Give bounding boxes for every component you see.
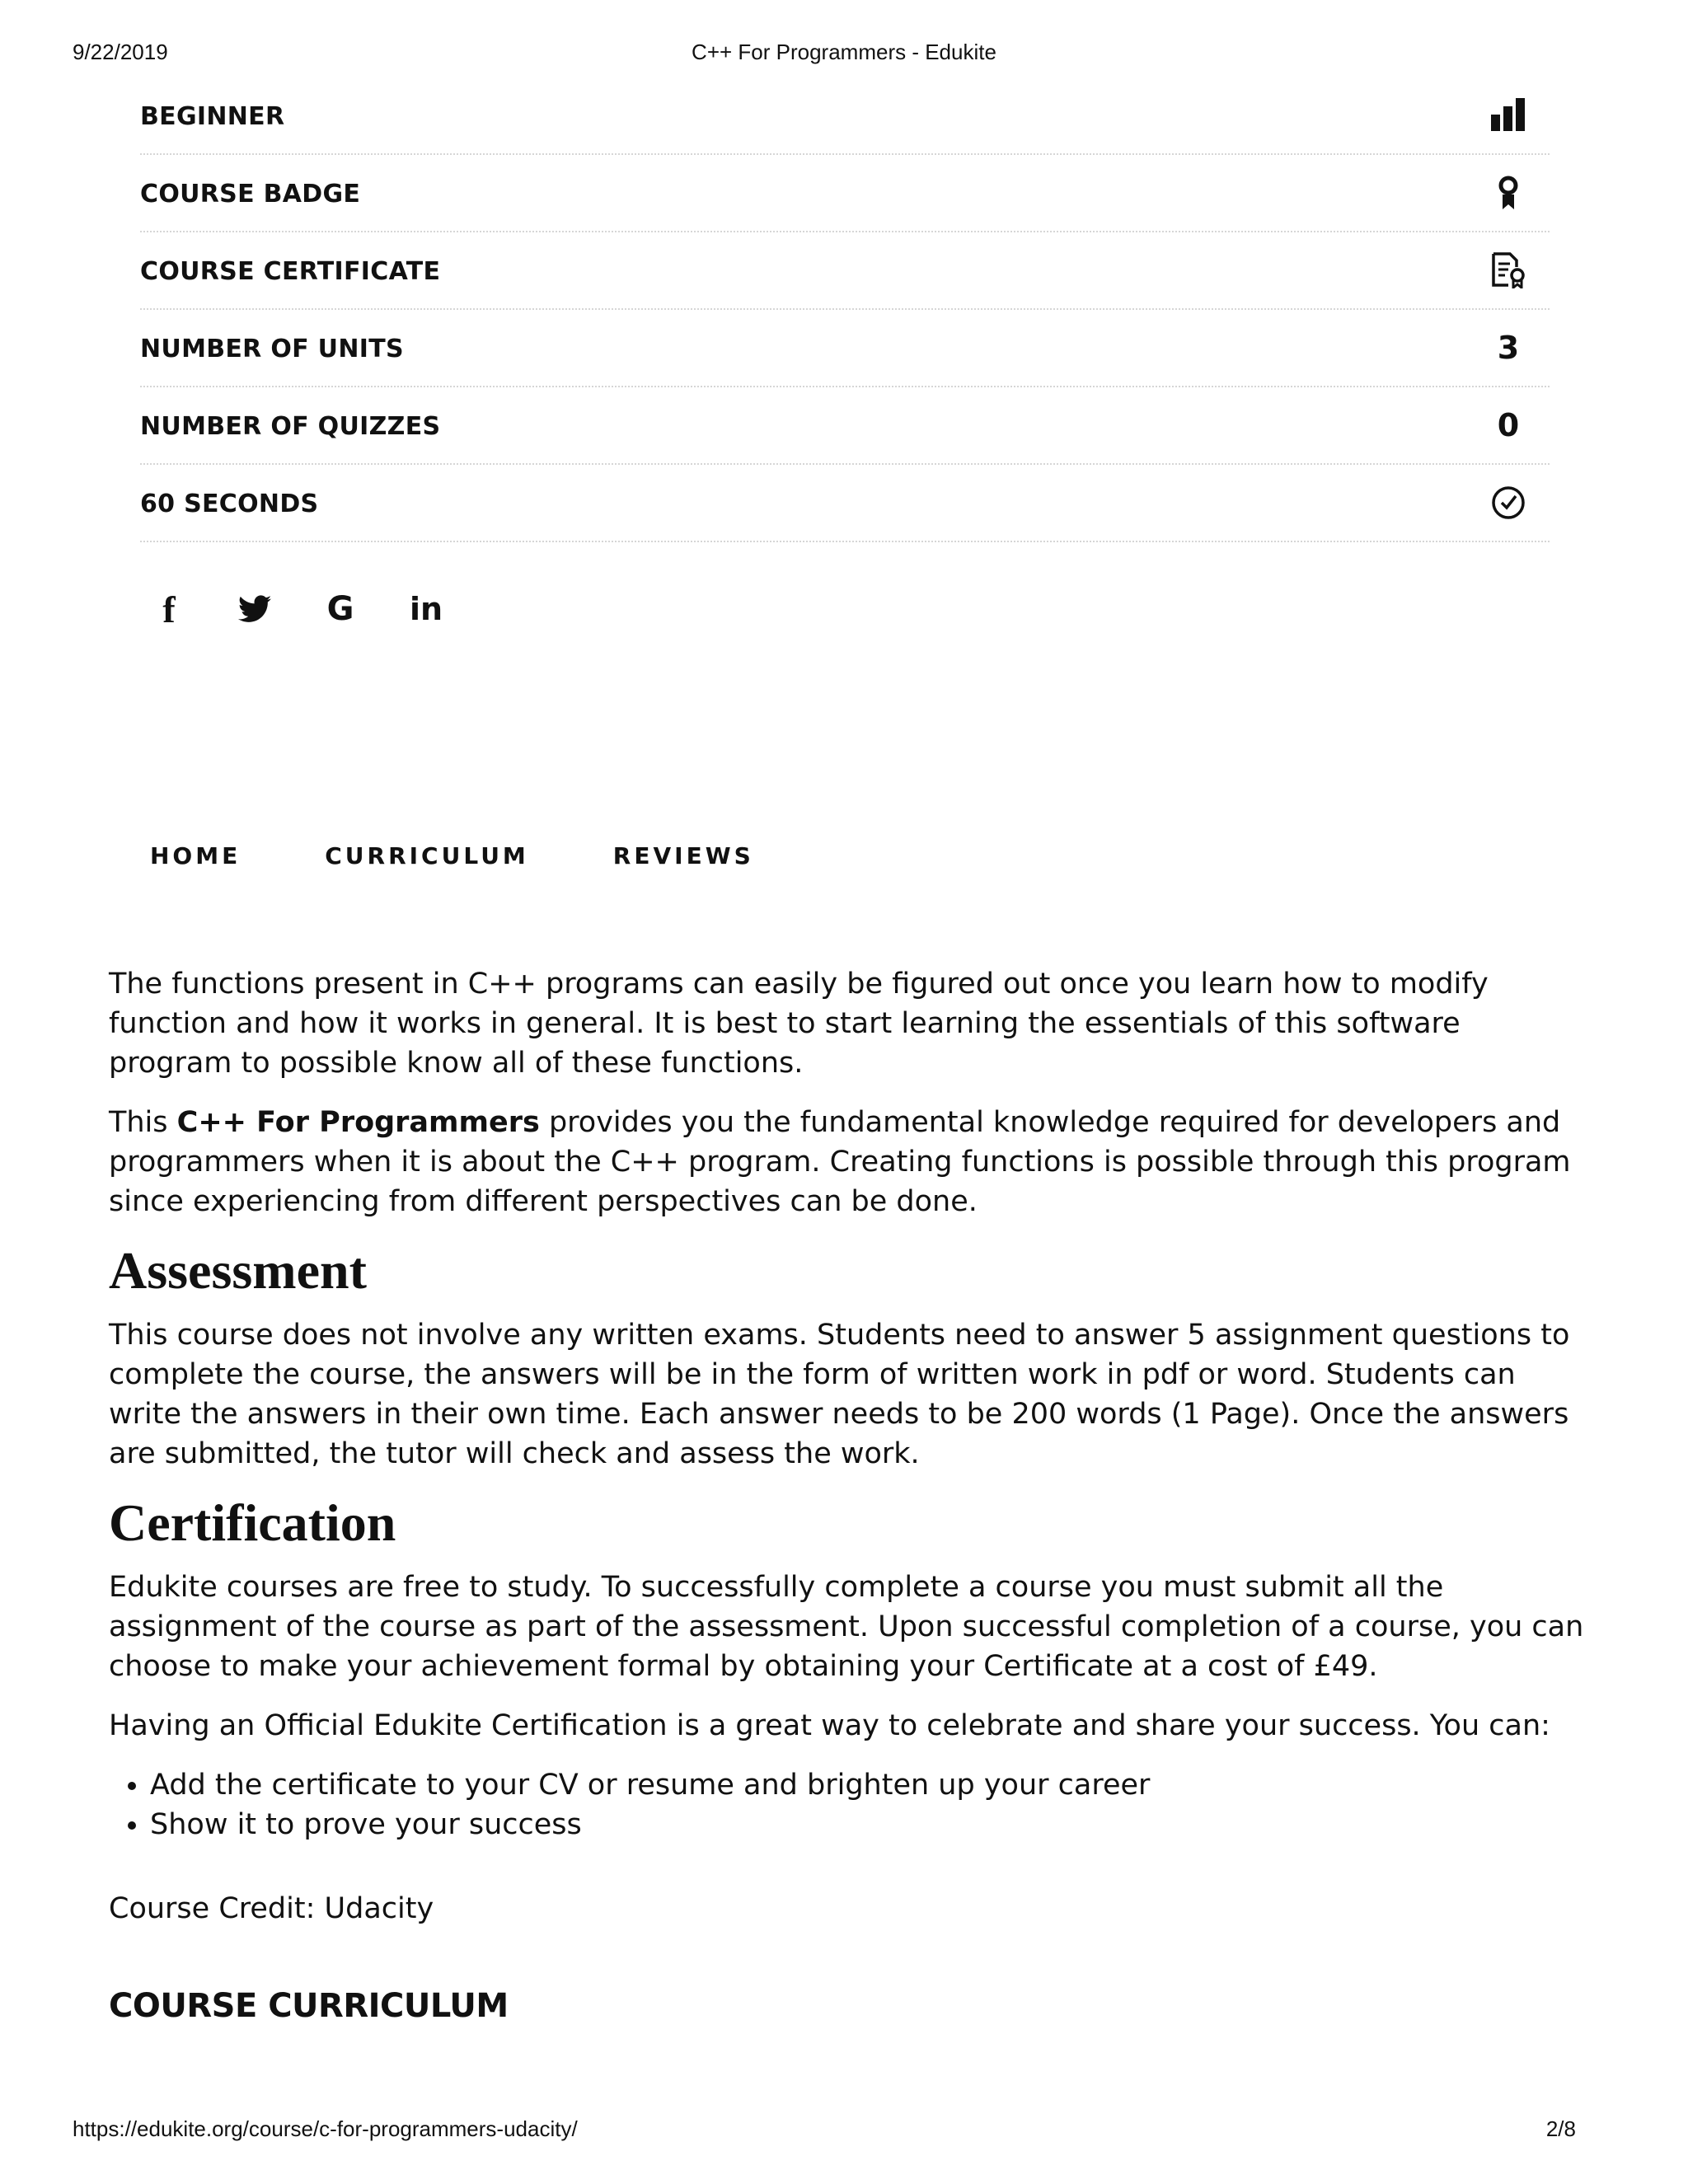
curriculum-heading: COURSE CURRICULUM: [109, 1987, 509, 2025]
detail-row-badge: [140, 155, 1550, 232]
pdf-print-header: [73, 40, 1615, 73]
tab-reviews[interactable]: REVIEWS: [612, 842, 754, 869]
twitter-icon[interactable]: [234, 587, 275, 631]
course-description: [109, 964, 1584, 2026]
detail-label: NUMBER OF UNITS: [140, 335, 404, 363]
tab-home[interactable]: HOME: [150, 842, 241, 869]
level-bars-icon: [1484, 91, 1533, 140]
certificate-icon: [1484, 246, 1533, 295]
detail-label: 60 SECONDS: [140, 490, 319, 518]
overview-paragraph: This C++ For Programmers provides you the fundamental knowledge required for developers and programmers when it is about the C++ program. Creating functions is possible through this program since experiencing from different perspectives can be done.: [109, 1106, 1571, 1218]
course-tabs: [150, 842, 838, 869]
list-item: • Add the certificate to your CV or resume and brighten up your career: [150, 1765, 1584, 1805]
print-page-title: C++ For Programmers - Edukite: [692, 40, 996, 64]
clock-check-icon: [1484, 478, 1533, 527]
detail-row-certificate: [140, 232, 1550, 310]
detail-row-units: [140, 310, 1550, 387]
facebook-icon[interactable]: f: [162, 588, 176, 630]
detail-label: COURSE CERTIFICATE: [140, 257, 441, 286]
detail-row-duration: [140, 465, 1550, 542]
detail-label: COURSE BADGE: [140, 180, 361, 209]
list-item: • Show it to prove your success: [150, 1805, 1584, 1844]
certification-heading: Certification: [109, 1493, 396, 1552]
course-details-list: [140, 77, 1550, 542]
print-page-number: 2/8: [1545, 2116, 1576, 2141]
intro-paragraph: The functions present in C++ programs can easily be figured out once you learn how to modify function and how it works in general. It is best to start learning the essentials of this software program to possible know all of these functions.: [109, 968, 1489, 1080]
course-credit: Course Credit: Udacity: [109, 1892, 434, 1925]
detail-row-quizzes: [140, 387, 1550, 465]
detail-row-level: [140, 77, 1550, 155]
badge-icon: [1484, 168, 1533, 218]
assessment-heading: Assessment: [109, 1241, 367, 1300]
certification-paragraph-2: Having an Official Edukite Certification is a great way to celebrate and share your success. You can:: [109, 1709, 1550, 1742]
google-icon[interactable]: G: [326, 590, 354, 628]
benefits-list: [109, 1765, 1584, 1844]
social-share-bar: [148, 587, 447, 631]
detail-label: BEGINNER: [140, 102, 285, 131]
units-count: 3: [1497, 330, 1520, 366]
detail-label: NUMBER OF QUIZZES: [140, 412, 441, 441]
print-url: https://edukite.org/course/c-for-programmers-udacity/: [73, 2116, 578, 2141]
tab-curriculum[interactable]: CURRICULUM: [325, 842, 529, 869]
assessment-paragraph: This course does not involve any written exams. Students need to answer 5 assignment questions to complete the course, the answers will be in the form of written work in pdf or word. Students can write the answers in their own time. Each answer needs to be 200 words (1 Page). Once the answers are submitted, the tutor will check and assess the work.: [109, 1319, 1570, 1470]
print-date: 9/22/2019: [73, 40, 168, 64]
quizzes-count: 0: [1497, 407, 1520, 443]
certification-paragraph: Edukite courses are free to study. To successfully complete a course you must submit all the assignment of the course as part of the assessment. Upon successful completion of a course, you can choose to make your achievement formal by obtaining your Certificate at a cost of £49.: [109, 1571, 1584, 1683]
course-name: C++ For Programmers: [176, 1106, 540, 1139]
linkedin-icon[interactable]: in: [409, 591, 443, 627]
